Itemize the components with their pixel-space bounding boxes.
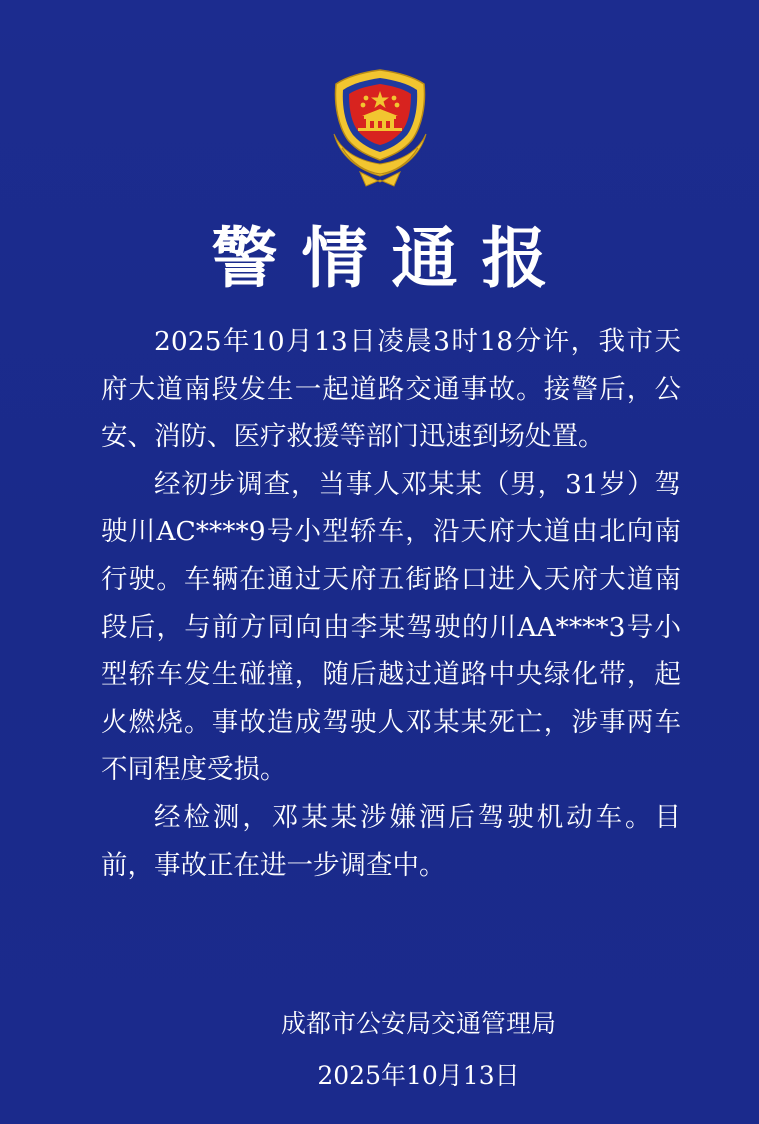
paragraph-1: 2025年10月13日凌晨3时18分许，我市天府大道南段发生一起道路交通事故。接警后，公安、消防、医疗救援等部门迅速到场处置。: [101, 326, 681, 453]
issuer: 成都市公安局交通管理局: [280, 1009, 556, 1038]
police-emblem-icon: [320, 64, 440, 189]
notice-body: [101, 318, 681, 889]
paragraph-2: 经初步调查，当事人邓某某（男，31岁）驾驶川AC****9号小型轿车，沿天府大道由北向南行驶。车辆在通过天府五街路口进入天府大道南段后，与前方同向由李某驾驶的川AA****3号小型轿车发生碰撞，随后越过道路中央绿化带，起火燃烧。事故造成驾驶人邓某某死亡，涉事两车不同程度受损。: [101, 468, 681, 786]
signature-block: [0, 998, 759, 1102]
issue-date: 2025年10月13日: [317, 1061, 520, 1090]
paragraph-3: 经检测，邓某某涉嫌酒后驾驶机动车。目前，事故正在进一步调查中。: [101, 801, 681, 881]
page-title: 警情通报: [211, 220, 572, 297]
